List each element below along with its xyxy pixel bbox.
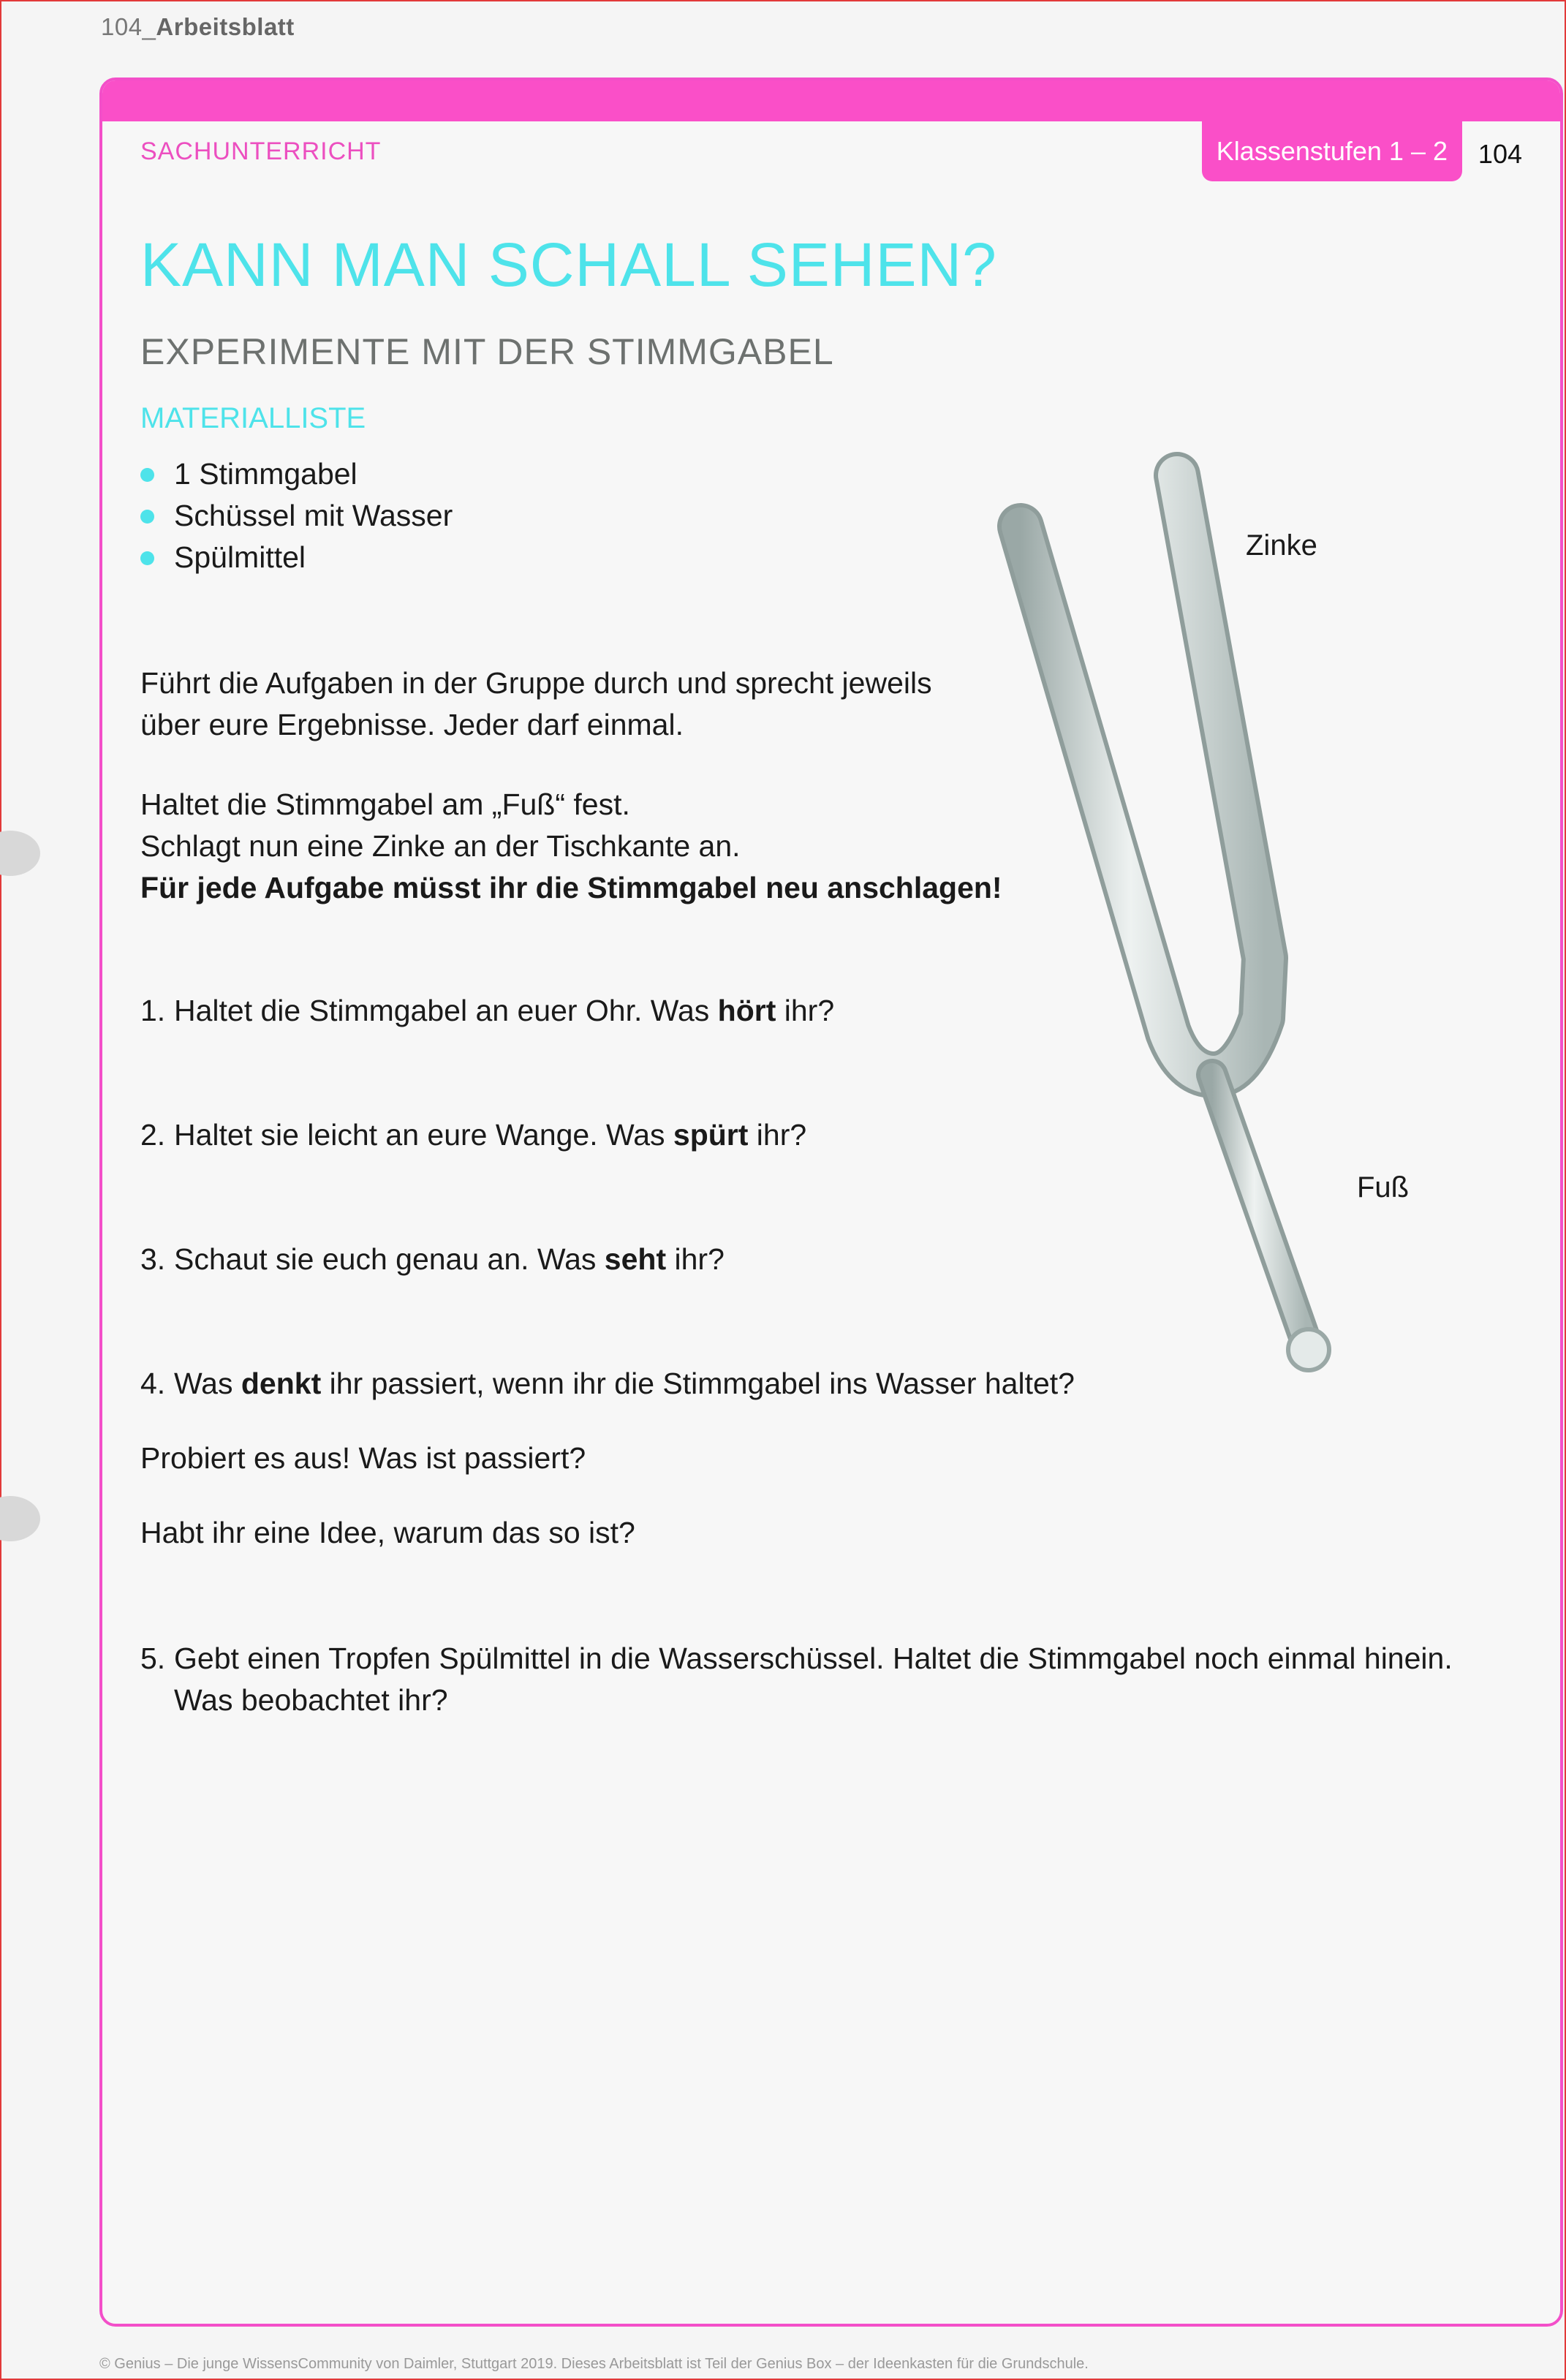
task-4-sub-2: Habt ihr eine Idee, warum das so ist? xyxy=(140,1516,635,1549)
materials-heading: MATERIALLISTE xyxy=(140,402,366,434)
sheet-label: 104_Arbeitsblatt xyxy=(101,13,295,40)
tuning-fork-icon xyxy=(980,388,1462,1397)
list-item: 1 Stimmgabel xyxy=(140,453,453,495)
instructions-paragraph: Haltet die Stimmgabel am „Fuß“ fest. Schlagt nun eine Zinke an der Tischkante an. Für jede Aufgabe müsst ihr die Stimmgabel neu anschlagen! xyxy=(140,787,1002,904)
grade-badge: Klassenstufen 1 – 2 xyxy=(1202,121,1462,181)
page-title: KANN MAN SCHALL SEHEN? xyxy=(140,230,997,299)
list-item: Spülmittel xyxy=(140,537,453,578)
foot-label: Fuß xyxy=(1357,1171,1410,1204)
task-1: 1. Haltet die Stimmgabel an euer Ohr. Was hört ihr? xyxy=(140,994,835,1027)
footer-copyright: © Genius – Die junge WissensCommunity von Daimler, Stuttgart 2019. Dieses Arbeitsblatt ist Teil der Genius Box – der Ideenkasten für die Grundschule. xyxy=(99,2356,1089,2372)
bullet-icon xyxy=(140,468,154,482)
page-subtitle: EXPERIMENTE MIT DER STIMMGABEL xyxy=(140,331,834,372)
prong-label: Zinke xyxy=(1246,529,1317,562)
task-4-sub-1: Probiert es aus! Was ist passiert? xyxy=(140,1441,586,1475)
materials-list xyxy=(140,453,453,578)
bullet-icon xyxy=(140,510,154,524)
header-band xyxy=(102,80,1560,121)
intro-paragraph: Führt die Aufgaben in der Gruppe durch und sprecht jeweils über eure Ergebnisse. Jeder darf einmal. xyxy=(140,666,932,741)
worksheet-card xyxy=(99,78,1563,2327)
page-number: 104 xyxy=(1478,139,1522,169)
task-4: 4. Was denkt ihr passiert, wenn ihr die Stimmgabel ins Wasser haltet? xyxy=(140,1367,1075,1400)
list-item: Schüssel mit Wasser xyxy=(140,495,453,537)
task-2: 2. Haltet sie leicht an eure Wange. Was spürt ihr? xyxy=(140,1118,807,1152)
subject-label: SACHUNTERRICHT xyxy=(140,137,382,165)
task-5: 5. Gebt einen Tropfen Spülmittel in die Wasserschüssel. Haltet die Stimmgabel noch einmal hinein. Was beobachtet ihr? xyxy=(140,1642,1453,1717)
punch-hole-top xyxy=(0,831,40,876)
punch-hole-bottom xyxy=(0,1496,40,1541)
bullet-icon xyxy=(140,551,154,565)
task-3: 3. Schaut sie euch genau an. Was seht ihr? xyxy=(140,1242,725,1276)
